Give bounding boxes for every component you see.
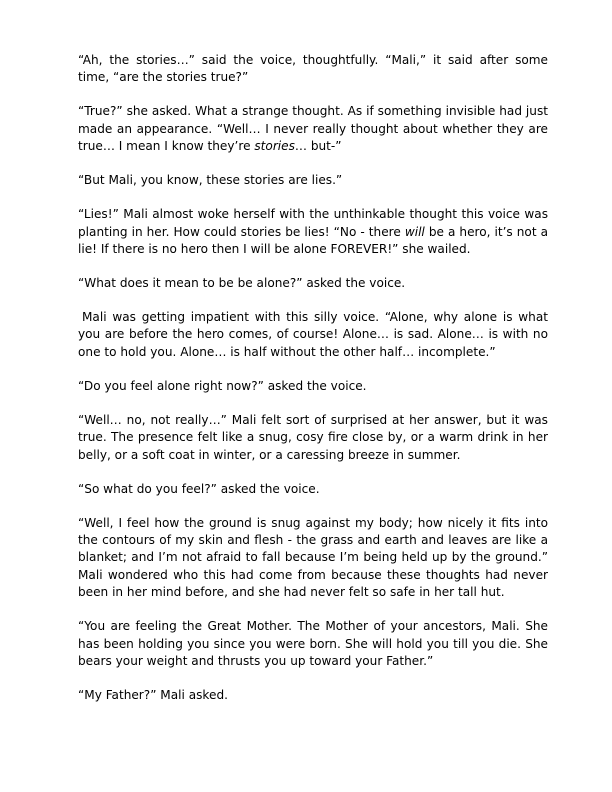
paragraph: [78, 515, 548, 602]
paragraph-text: “So what do you feel?” asked the voice.: [78, 481, 320, 496]
paragraph-text: “Well, I feel how the ground is snug against my body; how nicely it fits into the contours of my skin and flesh - the grass and earth and leaves are like a blanket; and I’m not afraid to fall because I’m being held up by the ground.” Mali wondered who this had come from because these thoughts had never been in her mind before, and she had never felt so safe in her tall hut.: [78, 515, 548, 600]
emphasis-text: will: [404, 224, 425, 239]
paragraph-text: … but-”: [294, 139, 342, 154]
paragraph: [78, 172, 548, 189]
paragraph-text: “My Father?” Mali asked.: [78, 688, 228, 703]
paragraph-text: “Do you feel alone right now?” asked the voice.: [78, 378, 367, 393]
paragraph-text: “But Mali, you know, these stories are lies.”: [78, 173, 343, 188]
paragraph: [78, 687, 548, 704]
paragraph: [78, 481, 548, 498]
paragraph: [78, 103, 548, 155]
paragraph-text: “Ah, the stories…” said the voice, thoughtfully. “Mali,” it said after some time, “are the stories true?”: [78, 53, 548, 85]
paragraph-text: “True?” she asked. What a strange thought. As if something invisible had just made an appearance. “Well… I never really thought about whether they are true… I mean I know they’re: [78, 104, 548, 154]
paragraph: [78, 52, 548, 87]
paragraph: [78, 206, 548, 258]
story-text: [78, 52, 548, 705]
paragraph-text: “Lies!” Mali almost woke herself with the unthinkable thought this voice was planting in her. How could stories be lies! “No - there: [78, 207, 548, 239]
paragraph: [78, 378, 548, 395]
paragraph: [78, 618, 548, 670]
paragraph-text: “What does it mean to be be alone?” asked the voice.: [78, 276, 406, 291]
paragraph-text: Mali was getting impatient with this silly voice. “Alone, why alone is what you are before the hero comes, of course! Alone… is sad. Alone… is with no one to hold you. Alone… is half without the other half… incomplete.”: [78, 310, 548, 359]
paragraph-text: be a hero, it’s not a lie! If there is no hero then I will be alone FOREVER!” she wailed.: [78, 224, 548, 257]
paragraph-text: “You are feeling the Great Mother. The Mother of your ancestors, Mali. She has been holding you since you were born. She will hold you till you die. She bears your weight and thrusts you up toward your Father.”: [78, 619, 548, 669]
paragraph: [78, 309, 548, 361]
paragraph: [78, 275, 548, 292]
emphasis-text: stories: [254, 139, 295, 154]
paragraph-text: “Well… no, not really…” Mali felt sort of surprised at her answer, but it was true. The presence felt like a snug, cosy fire close by, or a warm drink in her belly, or a soft coat in winter, or a caressing breeze in summer.: [78, 412, 548, 462]
paragraph: [78, 412, 548, 464]
